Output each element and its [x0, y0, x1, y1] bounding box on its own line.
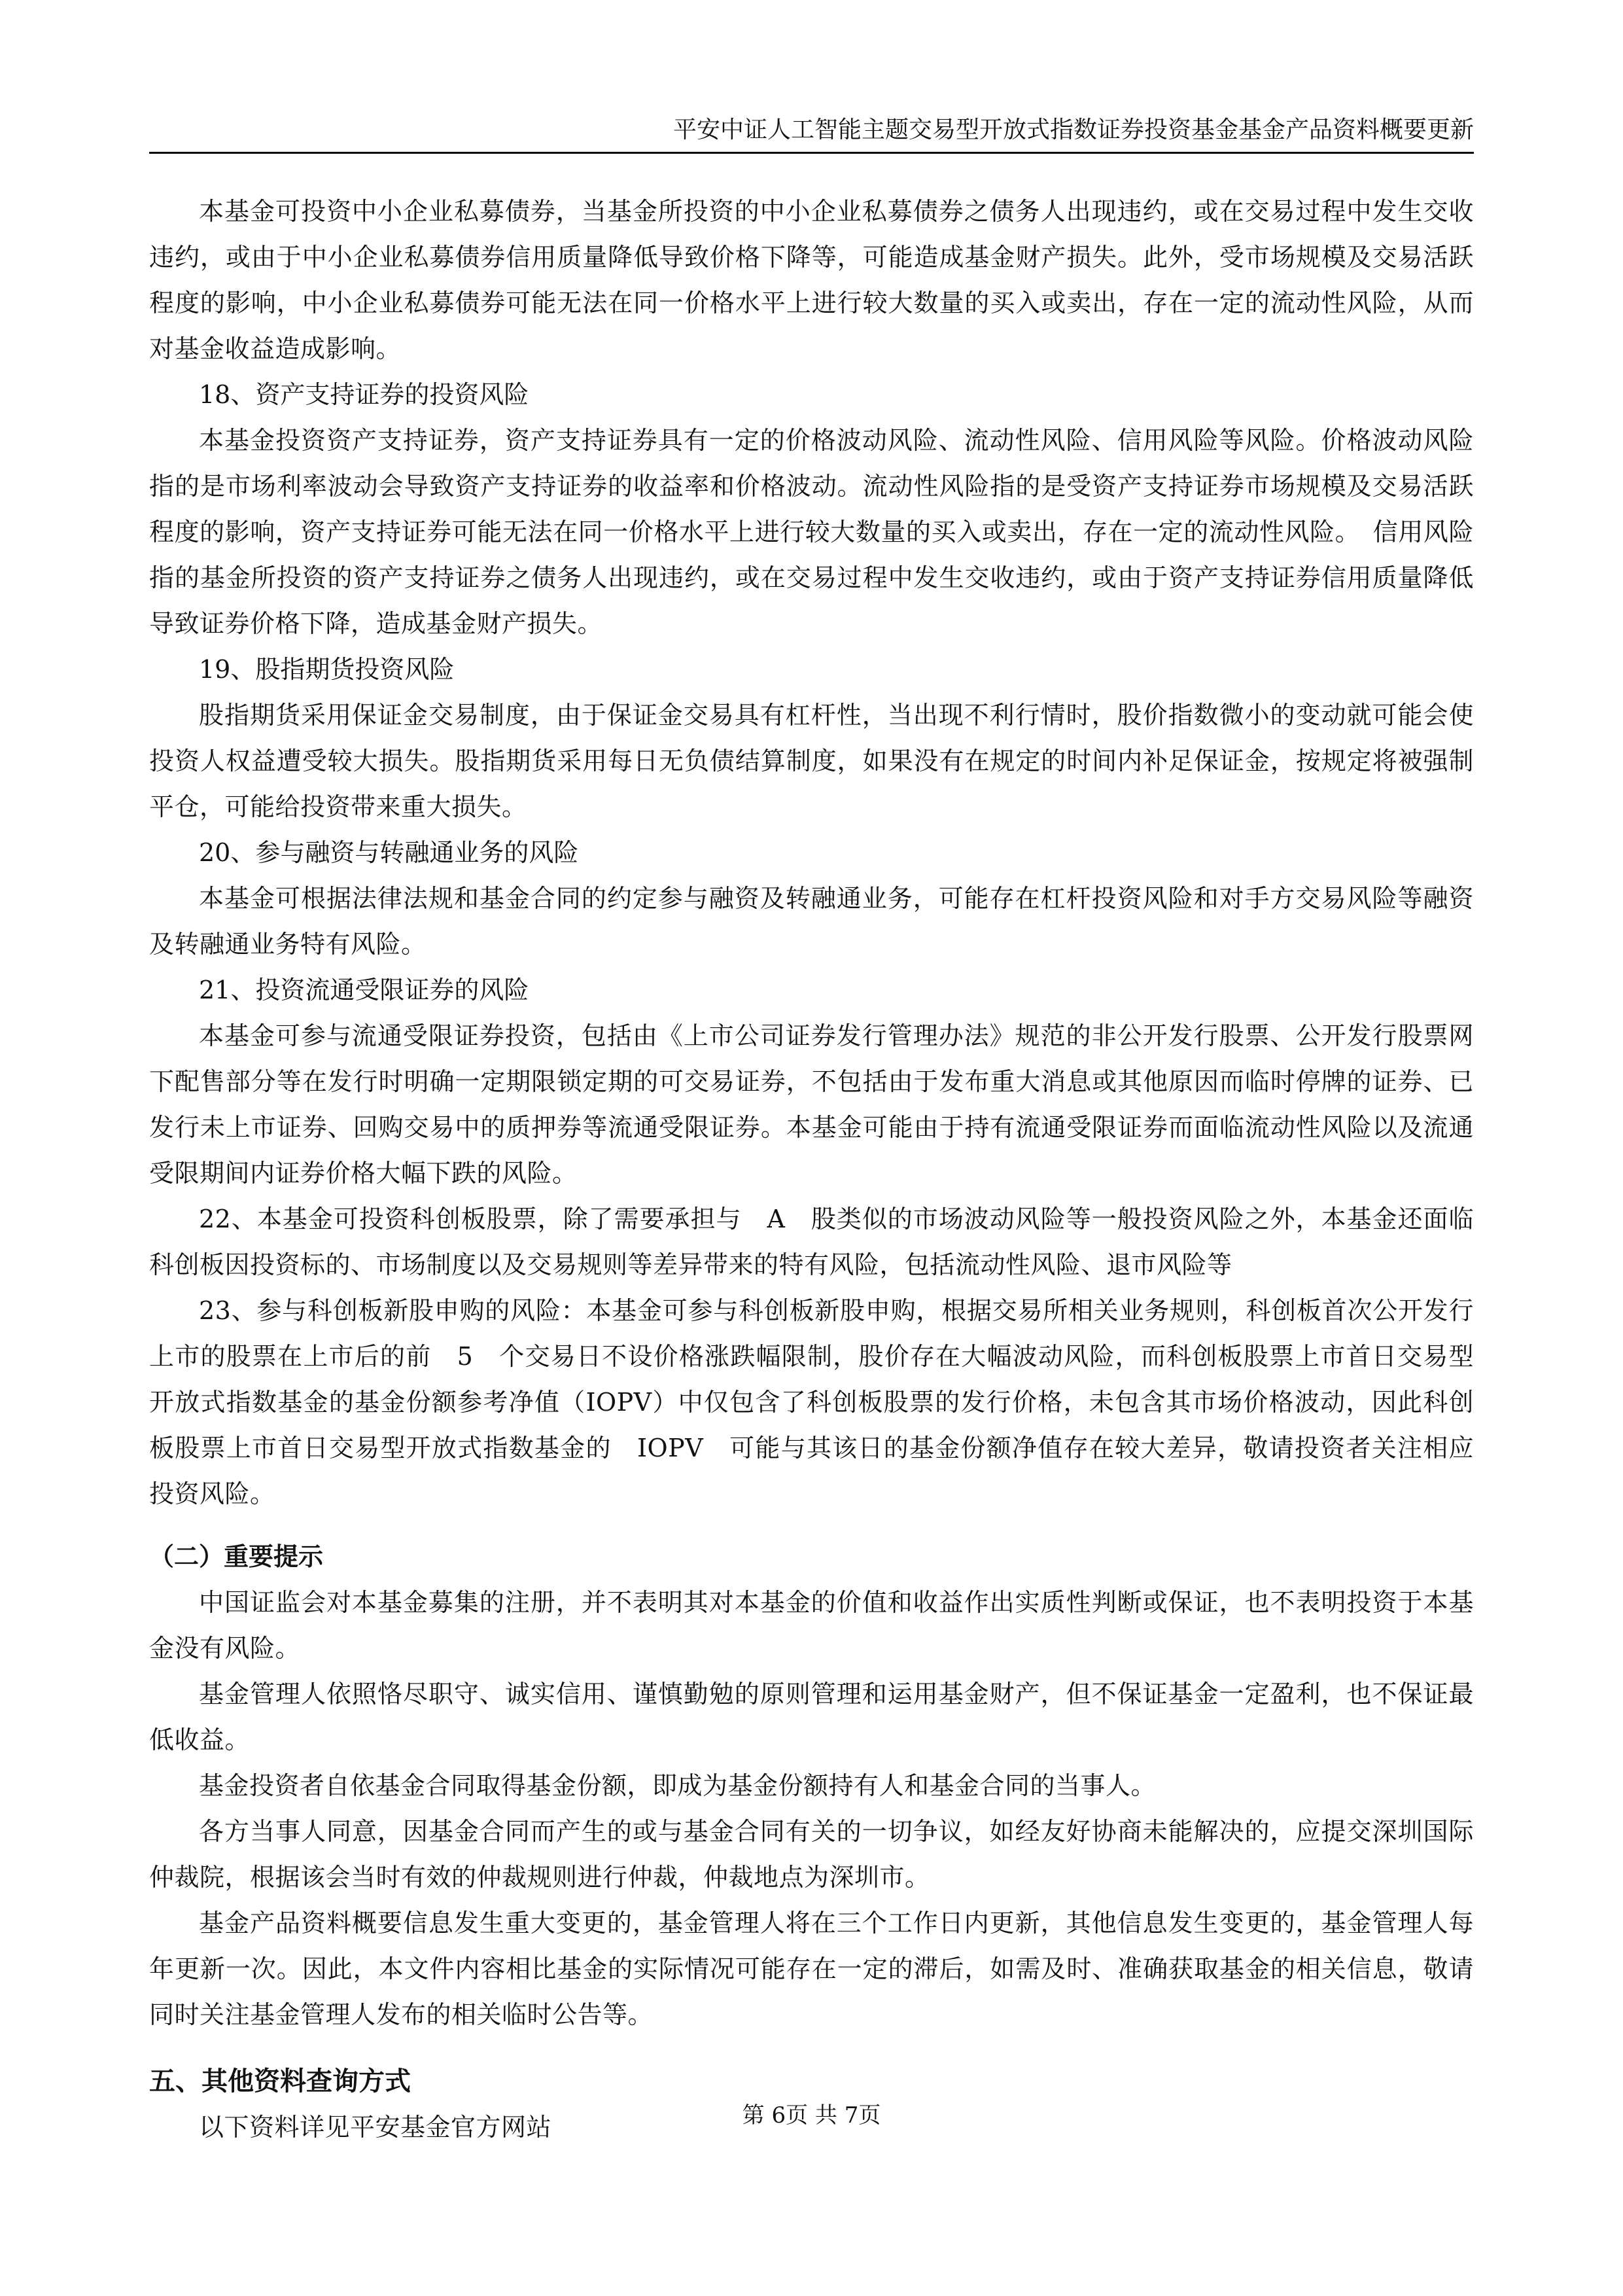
- paragraph: 本基金可投资中小企业私募债券，当基金所投资的中小企业私募债券之债务人出现违约，或在交易过程中发生交收违约，或由于中小企业私募债券信用质量降低导致价格下降等，可能造成基金财产损失。此外，受市场规模及交易活跃程度的影响，中小企业私募债券可能无法在同一价格水平上进行较大数量的买入或卖出，存在一定的流动性风险，从而对基金收益造成影响。: [149, 197, 1474, 363]
- paragraph: 本基金可根据法律法规和基金合同的约定参与融资及转融通业务，可能存在杠杆投资风险和对手方交易风险等融资及转融通业务特有风险。: [149, 884, 1474, 959]
- paragraph: 本基金投资资产支持证券，资产支持证券具有一定的价格波动风险、流动性风险、信用风险等风险。价格波动风险指的是市场利率波动会导致资产支持证券的收益率和价格波动。流动性风险指的是受资产支持证券市场规模及交易活跃程度的影响，资产支持证券可能无法在同一价格水平上进行较大数量的买入或卖出，存在一定的流动性风险。 信用风险指的基金所投资的资产支持证券之债务人出现违约，或在交易过程中发生交收违约，或由于资产支持证券信用质量降低导致证券价格下降，造成基金财产损失。: [149, 426, 1474, 638]
- item-heading: 19、股指期货投资风险: [199, 655, 455, 684]
- page-number: 第 6页 共 7页: [742, 2102, 881, 2128]
- item-heading: 20、参与融资与转融通业务的风险: [199, 838, 579, 867]
- paragraph: 22、本基金可投资科创板股票，除了需要承担与 A 股类似的市场波动风险等一般投资风险之外，本基金还面临科创板因投资标的、市场制度以及交易规则等差异带来的特有风险，包括流动性风险、退市风险等: [149, 1205, 1474, 1279]
- item-heading: 21、投资流通受限证券的风险: [199, 976, 529, 1004]
- paragraph: 各方当事人同意，因基金合同而产生的或与基金合同有关的一切争议，如经友好协商未能解决的，应提交深圳国际仲裁院，根据该会当时有效的仲裁规则进行仲裁，仲裁地点为深圳市。: [149, 1817, 1474, 1892]
- paragraph: 基金产品资料概要信息发生重大变更的，基金管理人将在三个工作日内更新，其他信息发生变更的，基金管理人每年更新一次。因此，本文件内容相比基金的实际情况可能存在一定的滞后，如需及时、准确获取基金的相关信息，敬请同时关注基金管理人发布的相关临时公告等。: [149, 1909, 1474, 2029]
- paragraph: 基金投资者自依基金合同取得基金份额，即成为基金份额持有人和基金合同的当事人。: [199, 1771, 1157, 1800]
- paragraph: 基金管理人依照恪尽职守、诚实信用、谨慎勤勉的原则管理和运用基金财产，但不保证基金一定盈利，也不保证最低收益。: [149, 1680, 1474, 1754]
- header-rule: [149, 152, 1474, 154]
- item-heading: 18、资产支持证券的投资风险: [199, 380, 529, 409]
- section-heading: 五、其他资料查询方式: [149, 2066, 411, 2096]
- document-body: [149, 188, 1474, 2150]
- running-header: 平安中证人工智能主题交易型开放式指数证券投资基金基金产品资料概要更新: [672, 116, 1474, 143]
- paragraph: 本基金可参与流通受限证券投资，包括由《上市公司证券发行管理办法》规范的非公开发行股票、公开发行股票网下配售部分等在发行时明确一定期限锁定期的可交易证券，不包括由于发布重大消息或其他原因而临时停牌的证券、已发行未上市证券、回购交易中的质押券等流通受限证券。本基金可能由于持有流通受限证券而面临流动性风险以及流通受限期间内证券价格大幅下跌的风险。: [149, 1021, 1474, 1188]
- paragraph: 股指期货采用保证金交易制度，由于保证金交易具有杠杆性，当出现不利行情时，股价指数微小的变动就可能会使投资人权益遭受较大损失。股指期货采用每日无负债结算制度，如果没有在规定的时间内补足保证金，按规定将被强制平仓，可能给投资带来重大损失。: [149, 701, 1474, 821]
- subsection-heading: （二）重要提示: [149, 1542, 324, 1571]
- paragraph: 23、参与科创板新股申购的风险：本基金可参与科创板新股申购，根据交易所相关业务规则，科创板首次公开发行上市的股票在上市后的前 5 个交易日不设价格涨跌幅限制，股价存在大幅波动风险，而科创板股票上市首日交易型开放式指数基金的基金份额参考净值（IOPV）中仅包含了科创板股票的发行价格，未包含其市场价格波动，因此科创板股票上市首日交易型开放式指数基金的 IOPV 可能与其该日的基金份额净值存在较大差异，敬请投资者关注相应投资风险。: [149, 1296, 1474, 1508]
- paragraph: 中国证监会对本基金募集的注册，并不表明其对本基金的价值和收益作出实质性判断或保证，也不表明投资于本基金没有风险。: [149, 1588, 1474, 1663]
- paragraph: 以下资料详见平安基金官方网站: [199, 2113, 552, 2142]
